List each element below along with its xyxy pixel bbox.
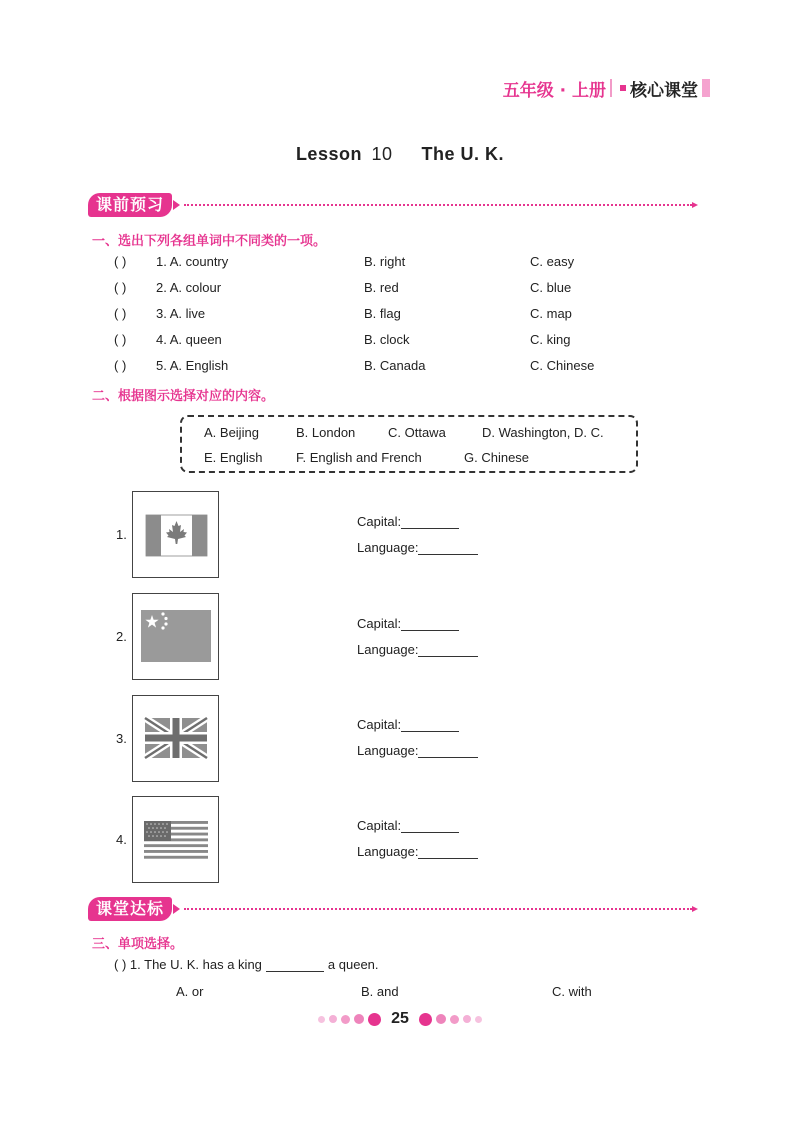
option-b: B. flag xyxy=(364,306,401,321)
answer-blank[interactable]: ( ) xyxy=(114,332,127,347)
class-practice-banner-label: 课堂达标 xyxy=(88,897,172,921)
dot-icon xyxy=(450,1015,459,1024)
lesson-word: Lesson xyxy=(295,144,362,164)
option-a: 3. A. live xyxy=(156,306,206,321)
option-a: 5. A. English xyxy=(156,358,229,373)
dot-icon xyxy=(368,1013,381,1026)
usa-flag-icon xyxy=(133,797,220,884)
item-number: 2. xyxy=(116,629,127,644)
option-c: C. easy xyxy=(530,254,575,269)
question-text-before: 1. The U. K. has a king xyxy=(129,957,262,972)
option-b: B. right xyxy=(364,254,406,269)
flag-frame xyxy=(132,695,219,782)
canada-flag-icon xyxy=(133,492,220,579)
language-blank[interactable] xyxy=(418,847,478,859)
language-line xyxy=(357,743,478,758)
language-blank[interactable] xyxy=(418,543,478,555)
option-item: F. English and French xyxy=(296,450,422,465)
dot-icon xyxy=(354,1014,364,1024)
dot-icon xyxy=(341,1015,350,1024)
preview-banner xyxy=(88,193,698,217)
item-number: 4. xyxy=(116,832,127,847)
lesson-name: The U. K. xyxy=(421,144,505,164)
language-blank[interactable] xyxy=(418,645,478,657)
option-b: B. Canada xyxy=(364,358,426,373)
option-c: C. blue xyxy=(530,280,572,295)
question-text-after: a queen. xyxy=(327,957,379,972)
options-box xyxy=(180,415,638,473)
banner-arrow-icon xyxy=(692,202,698,208)
capital-label: Capital: xyxy=(357,818,402,833)
option-item: G. Chinese xyxy=(464,450,530,465)
page-footer xyxy=(0,1010,800,1028)
language-line xyxy=(357,540,478,555)
dot-icon xyxy=(419,1013,432,1026)
banner-triangle-icon xyxy=(173,904,180,914)
flag-frame xyxy=(132,491,219,578)
language-label: Language: xyxy=(357,844,419,859)
dot-icon xyxy=(475,1016,482,1023)
option-b: B. red xyxy=(364,280,399,295)
header-end-bar xyxy=(702,79,710,97)
option-c: C. with xyxy=(552,984,592,999)
language-label: Language: xyxy=(357,642,419,657)
option-item: A. Beijing xyxy=(204,425,259,440)
flag-frame xyxy=(132,796,219,883)
option-item: D. Washington, D. C. xyxy=(482,425,604,440)
lesson-title xyxy=(0,144,800,165)
banner-dotted-line xyxy=(184,908,692,910)
language-line xyxy=(357,844,478,859)
class-practice-banner xyxy=(88,897,698,921)
language-label: Language: xyxy=(357,540,419,555)
language-label: Language: xyxy=(357,743,419,758)
dot-icon xyxy=(463,1015,471,1023)
capital-line xyxy=(357,514,459,529)
dot-icon xyxy=(436,1014,446,1024)
capital-blank[interactable] xyxy=(401,821,459,833)
option-a: 4. A. queen xyxy=(156,332,222,347)
mc-question xyxy=(114,957,379,972)
capital-label: Capital: xyxy=(357,616,402,631)
option-a: A. or xyxy=(176,984,204,999)
option-item: B. London xyxy=(296,425,356,440)
capital-label: Capital: xyxy=(357,717,402,732)
flag-frame xyxy=(132,593,219,680)
item-number: 1. xyxy=(116,527,127,542)
capital-blank[interactable] xyxy=(401,619,459,631)
capital-blank[interactable] xyxy=(401,720,459,732)
banner-arrow-icon xyxy=(692,906,698,912)
page-number: 25 xyxy=(391,1010,409,1027)
capital-label: Capital: xyxy=(357,514,402,529)
uk-flag-icon xyxy=(133,696,220,783)
preview-banner-label: 课前预习 xyxy=(88,193,172,217)
banner-triangle-icon xyxy=(173,200,180,210)
header-square-icon xyxy=(620,85,626,91)
option-item: C. Ottawa xyxy=(388,425,446,440)
capital-line xyxy=(357,717,459,732)
capital-blank[interactable] xyxy=(401,517,459,529)
section3-heading: 三、单项选择。 xyxy=(92,937,184,952)
dot-icon xyxy=(318,1016,325,1023)
dot-icon xyxy=(329,1015,337,1023)
answer-blank[interactable]: ( ) xyxy=(114,280,127,295)
answer-blank[interactable]: ( ) xyxy=(114,957,127,972)
answer-blank[interactable]: ( ) xyxy=(114,306,127,321)
capital-line xyxy=(357,818,459,833)
option-a: 2. A. colour xyxy=(156,280,222,295)
option-c: C. Chinese xyxy=(530,358,595,373)
answer-blank[interactable]: ( ) xyxy=(114,358,127,373)
answer-blank[interactable]: ( ) xyxy=(114,254,127,269)
option-b: B. and xyxy=(361,984,399,999)
option-c: C. king xyxy=(530,332,571,347)
fill-blank[interactable] xyxy=(266,960,324,972)
lesson-number: 10 xyxy=(371,144,393,164)
capital-line xyxy=(357,616,459,631)
item-number: 3. xyxy=(116,731,127,746)
option-b: B. clock xyxy=(364,332,410,347)
grade-label: 五年级 · 上册 xyxy=(502,80,606,101)
page-header xyxy=(503,76,710,100)
option-item: E. English xyxy=(204,450,263,465)
china-flag-icon xyxy=(133,594,220,681)
header-divider xyxy=(610,79,612,97)
language-blank[interactable] xyxy=(418,746,478,758)
option-c: C. map xyxy=(530,306,572,321)
core-class-label: 核心课堂 xyxy=(630,80,698,101)
section2-heading: 二、根据图示选择对应的内容。 xyxy=(92,389,275,404)
section1-heading: 一、选出下列各组单词中不同类的一项。 xyxy=(92,234,327,249)
language-line xyxy=(357,642,478,657)
banner-dotted-line xyxy=(184,204,692,206)
option-a: 1. A. country xyxy=(156,254,229,269)
